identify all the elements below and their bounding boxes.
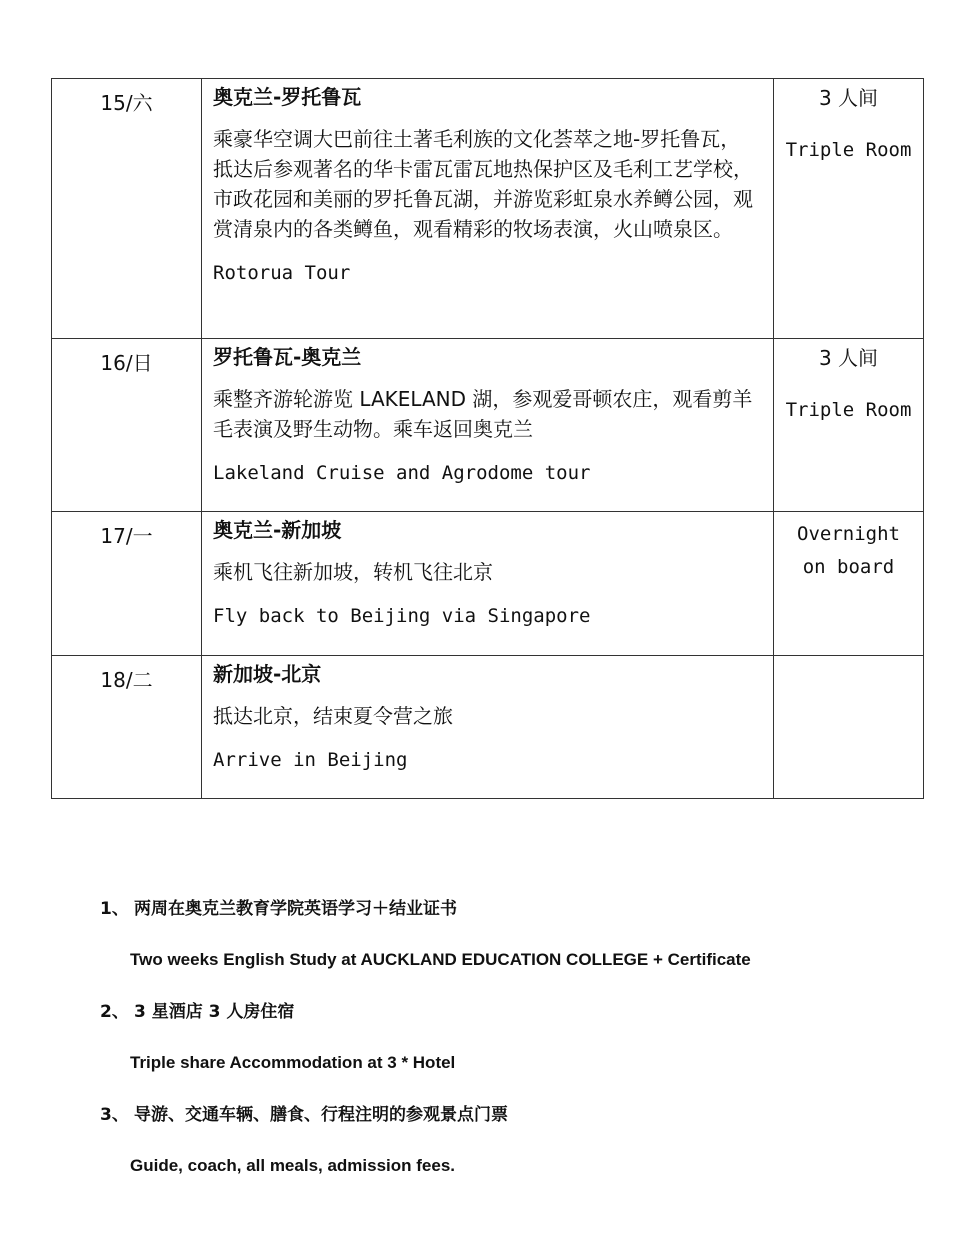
inclusion-number: 3、 [100,1105,129,1125]
description-chinese: 乘豪华空调大巴前往土著毛利族的文化荟萃之地-罗托鲁瓦，抵达后参观著名的华卡雷瓦雷瓦地热保护区及毛利工艺学校，市政花园和美丽的罗托鲁瓦湖，并游览彩虹泉水养鳟公园，观赏清泉内的各类鳟鱼，观看精彩的牧场表演，火山喷泉区。 [213,127,753,241]
inclusion-number: 2、 [100,1002,129,1022]
accommodation-cell [774,339,924,512]
room-type-chinese: 3 人间 [818,346,879,370]
day-date: 15/六 [100,91,153,115]
description-english: Fly back to Beijing via Singapore [213,605,591,627]
room-type-english: Triple Room [785,139,912,161]
day-date: 16/日 [100,351,153,375]
inclusion-chinese: 3 星酒店 3 人房住宿 [134,1002,295,1022]
description-chinese: 乘整齐游轮游览 LAKELAND 湖，参观爱哥顿农庄，观看剪羊毛表演及野生动物。乘车返回奥克兰 [213,387,753,441]
description-english: Lakeland Cruise and Agrodome tour [213,462,591,484]
inclusion-item [100,896,900,973]
route-title: 奥克兰-新加坡 [213,518,342,542]
description-cell [202,339,774,512]
description-english: Rotorua Tour [213,262,351,284]
inclusions-list [100,896,900,1179]
description-cell [202,512,774,656]
date-cell [52,79,202,339]
itinerary-row [52,656,924,799]
description-chinese: 乘机飞往新加坡，转机飞往北京 [213,560,493,584]
room-type-chinese: 3 人间 [818,86,879,110]
itinerary-row [52,512,924,656]
description-cell [202,79,774,339]
date-cell [52,656,202,799]
day-date: 18/二 [100,668,153,692]
room-type-english: Triple Room [785,399,912,421]
itinerary-row [52,339,924,512]
route-title: 罗托鲁瓦-奥克兰 [213,345,362,369]
inclusion-item [100,999,900,1076]
description-cell [202,656,774,799]
day-date: 17/一 [100,524,153,548]
accommodation-cell [774,79,924,339]
inclusion-english: Two weeks English Study at AUCKLAND EDUCATION COLLEGE + Certificate [130,950,751,969]
inclusion-item [100,1102,900,1179]
inclusion-chinese: 导游、交通车辆、膳食、行程注明的参观景点门票 [134,1105,508,1125]
route-title: 新加坡-北京 [213,662,322,686]
accommodation-note: Overnight on board [797,523,900,578]
accommodation-cell [774,512,924,656]
inclusion-number: 1、 [100,899,129,919]
description-chinese: 抵达北京，结束夏令营之旅 [213,704,453,728]
inclusion-english: Guide, coach, all meals, admission fees. [130,1156,456,1175]
description-english: Arrive in Beijing [213,749,408,771]
itinerary-table [51,78,924,799]
route-title: 奥克兰-罗托鲁瓦 [213,85,362,109]
date-cell [52,512,202,656]
inclusion-chinese: 两周在奥克兰教育学院英语学习＋结业证书 [134,899,457,919]
date-cell [52,339,202,512]
inclusion-english: Triple share Accommodation at 3 * Hotel [130,1053,456,1072]
accommodation-cell [774,656,924,799]
itinerary-row [52,79,924,339]
